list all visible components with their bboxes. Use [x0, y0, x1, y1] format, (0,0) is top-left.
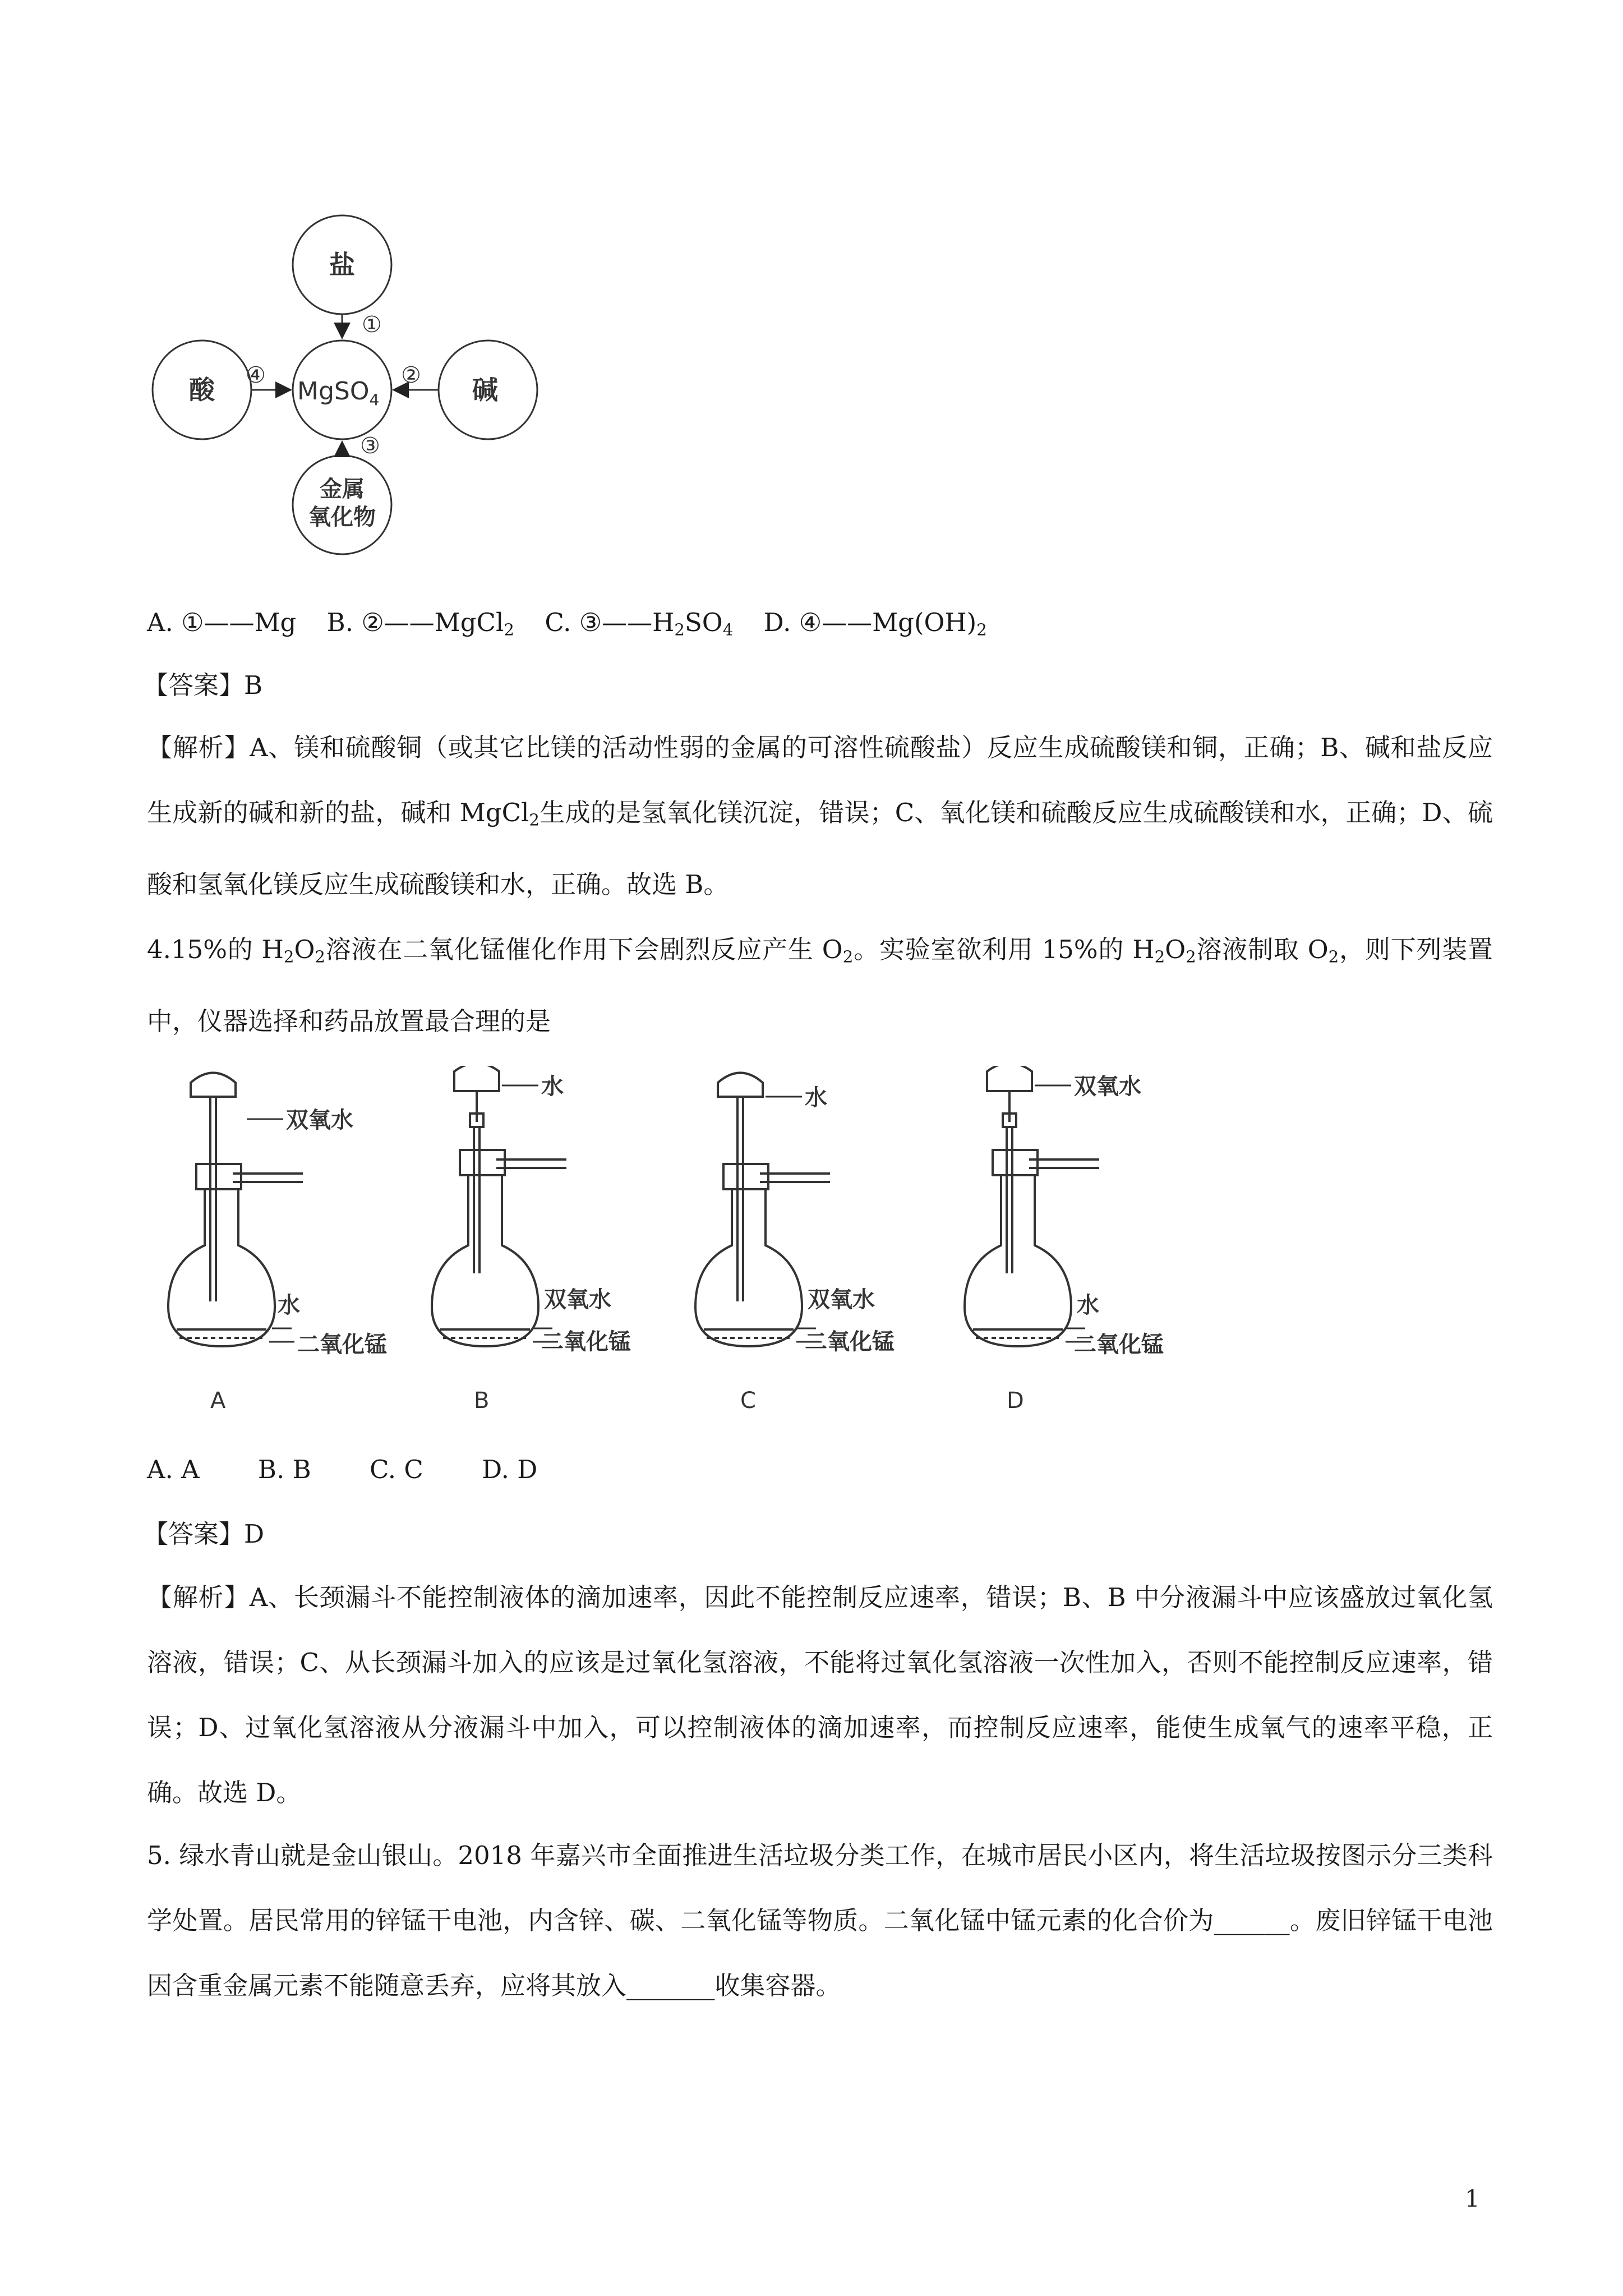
arrow-label-4: ④ [246, 362, 266, 388]
apparatus-b-top-label: 水 [541, 1074, 564, 1099]
page-number: 1 [1465, 2185, 1480, 2212]
oxide-label: 氧化物 [308, 504, 376, 530]
q3-answer: 【答案】B [143, 670, 263, 700]
mgso4-label: MgSO$_4$ [297, 377, 380, 409]
q3-option-a: A. ①——Mg [147, 608, 297, 637]
arrow-label-2: ② [401, 362, 421, 388]
apparatus-d-letter: D [1007, 1388, 1024, 1414]
q5-question: 5. 绿水青山就是金山银山。2018 年嘉兴市全面推进生活垃圾分类工作，在城市居民小区内，将生活垃圾按图示分三类科学处置。居民常用的锌锰干电池，内含锌、碳、二氧化锰等物质。二氧化锰中锰元素的化合价为______。废旧锌锰干电池因含重金属元素不能随意丢弃，应将其放入_______收集容器。 [147, 1841, 1493, 2000]
apparatus-d-flask-label: 水 [1077, 1292, 1099, 1318]
apparatus-a-bottom-label: 二氧化锰 [297, 1332, 387, 1358]
arrow-label-1: ① [362, 312, 382, 338]
salt-label: 盐 [329, 250, 355, 280]
q4-option-c: C. C [369, 1455, 423, 1484]
apparatus-b-flask-label: 双氧水 [544, 1287, 611, 1313]
q4-analysis: 【解析】A、长颈漏斗不能控制液体的滴加速率，因此不能控制反应速率，错误；B、B 中分液漏斗中应该盛放过氧化氢溶液，错误；C、从长颈漏斗加入的应该是过氧化氢溶液，不能将过氧化氢溶液一次性加入，否则不能控制反应速率，错误；D、过氧化氢溶液从分液漏斗中加入，可以控制液体的滴加速率，而控制反应速率，能使生成氧气的速率平稳，正确。故选 D。 [147, 1582, 1493, 1807]
q3-option-c: C. $③——H_2SO_4$ [545, 608, 734, 639]
q3-analysis: 【解析】A、镁和硫酸铜（或其它比镁的活动性弱的金属的可溶性硫酸盐）反应生成硫酸镁和铜，正确；B、碱和盐反应生成新的碱和新的盐，碱和 MgCl$_2$生成的是氢氧化镁沉淀，错误；C、氧化镁和硫酸反应生成硫酸镁和水，正确；D、硫酸和氢氧化镁反应生成硫酸镁和水，正确。故选 B。 [147, 733, 1493, 900]
q3-option-b: B. ②——MgCl$_2$ [326, 608, 515, 639]
arrow-label-3: ③ [360, 433, 380, 459]
q4-answer: 【答案】D [143, 1519, 265, 1549]
apparatus-c-letter: C [740, 1388, 756, 1414]
apparatus-d-bottom-label: 二氧化锰 [1074, 1332, 1164, 1358]
apparatus-b-letter: B [474, 1388, 490, 1414]
apparatus-a-flask-label: 水 [278, 1292, 300, 1318]
q3-option-d: D. $④——Mg(OH)_2$ [763, 608, 987, 639]
q4-option-b: B. B [257, 1455, 311, 1484]
base-label: 碱 [472, 375, 498, 405]
apparatus-c-top-label: 水 [805, 1085, 827, 1111]
q4-apparatus-figure [157, 1066, 1223, 1425]
apparatus-a-top-label: 双氧水 [286, 1107, 353, 1133]
q3-options [147, 606, 1009, 646]
q4-option-a: A. A [147, 1455, 200, 1484]
metal-label: 金属 [320, 476, 365, 502]
acid-label: 酸 [189, 375, 215, 405]
q4-option-d: D. D [482, 1455, 538, 1484]
mgso4-relation-diagram [146, 213, 550, 561]
apparatus-d-top-label: 双氧水 [1074, 1074, 1141, 1099]
q4-stem: 4.15%的 $H_2O_2$溶液在二氧化锰催化作用下会剧烈反应产生 $O_2$。实验室欲利用 15%的 $H_2O_2$溶液制取 $O_2$，则下列装置中，仪器选择和药品放置最合理的是 [147, 935, 1493, 1037]
q4-options [147, 1453, 537, 1487]
apparatus-c-bottom-label: 二氧化锰 [805, 1329, 895, 1355]
apparatus-c-flask-label: 双氧水 [808, 1287, 875, 1313]
apparatus-b-bottom-label: 二氧化锰 [541, 1329, 631, 1355]
apparatus-a-letter: A [210, 1388, 226, 1414]
